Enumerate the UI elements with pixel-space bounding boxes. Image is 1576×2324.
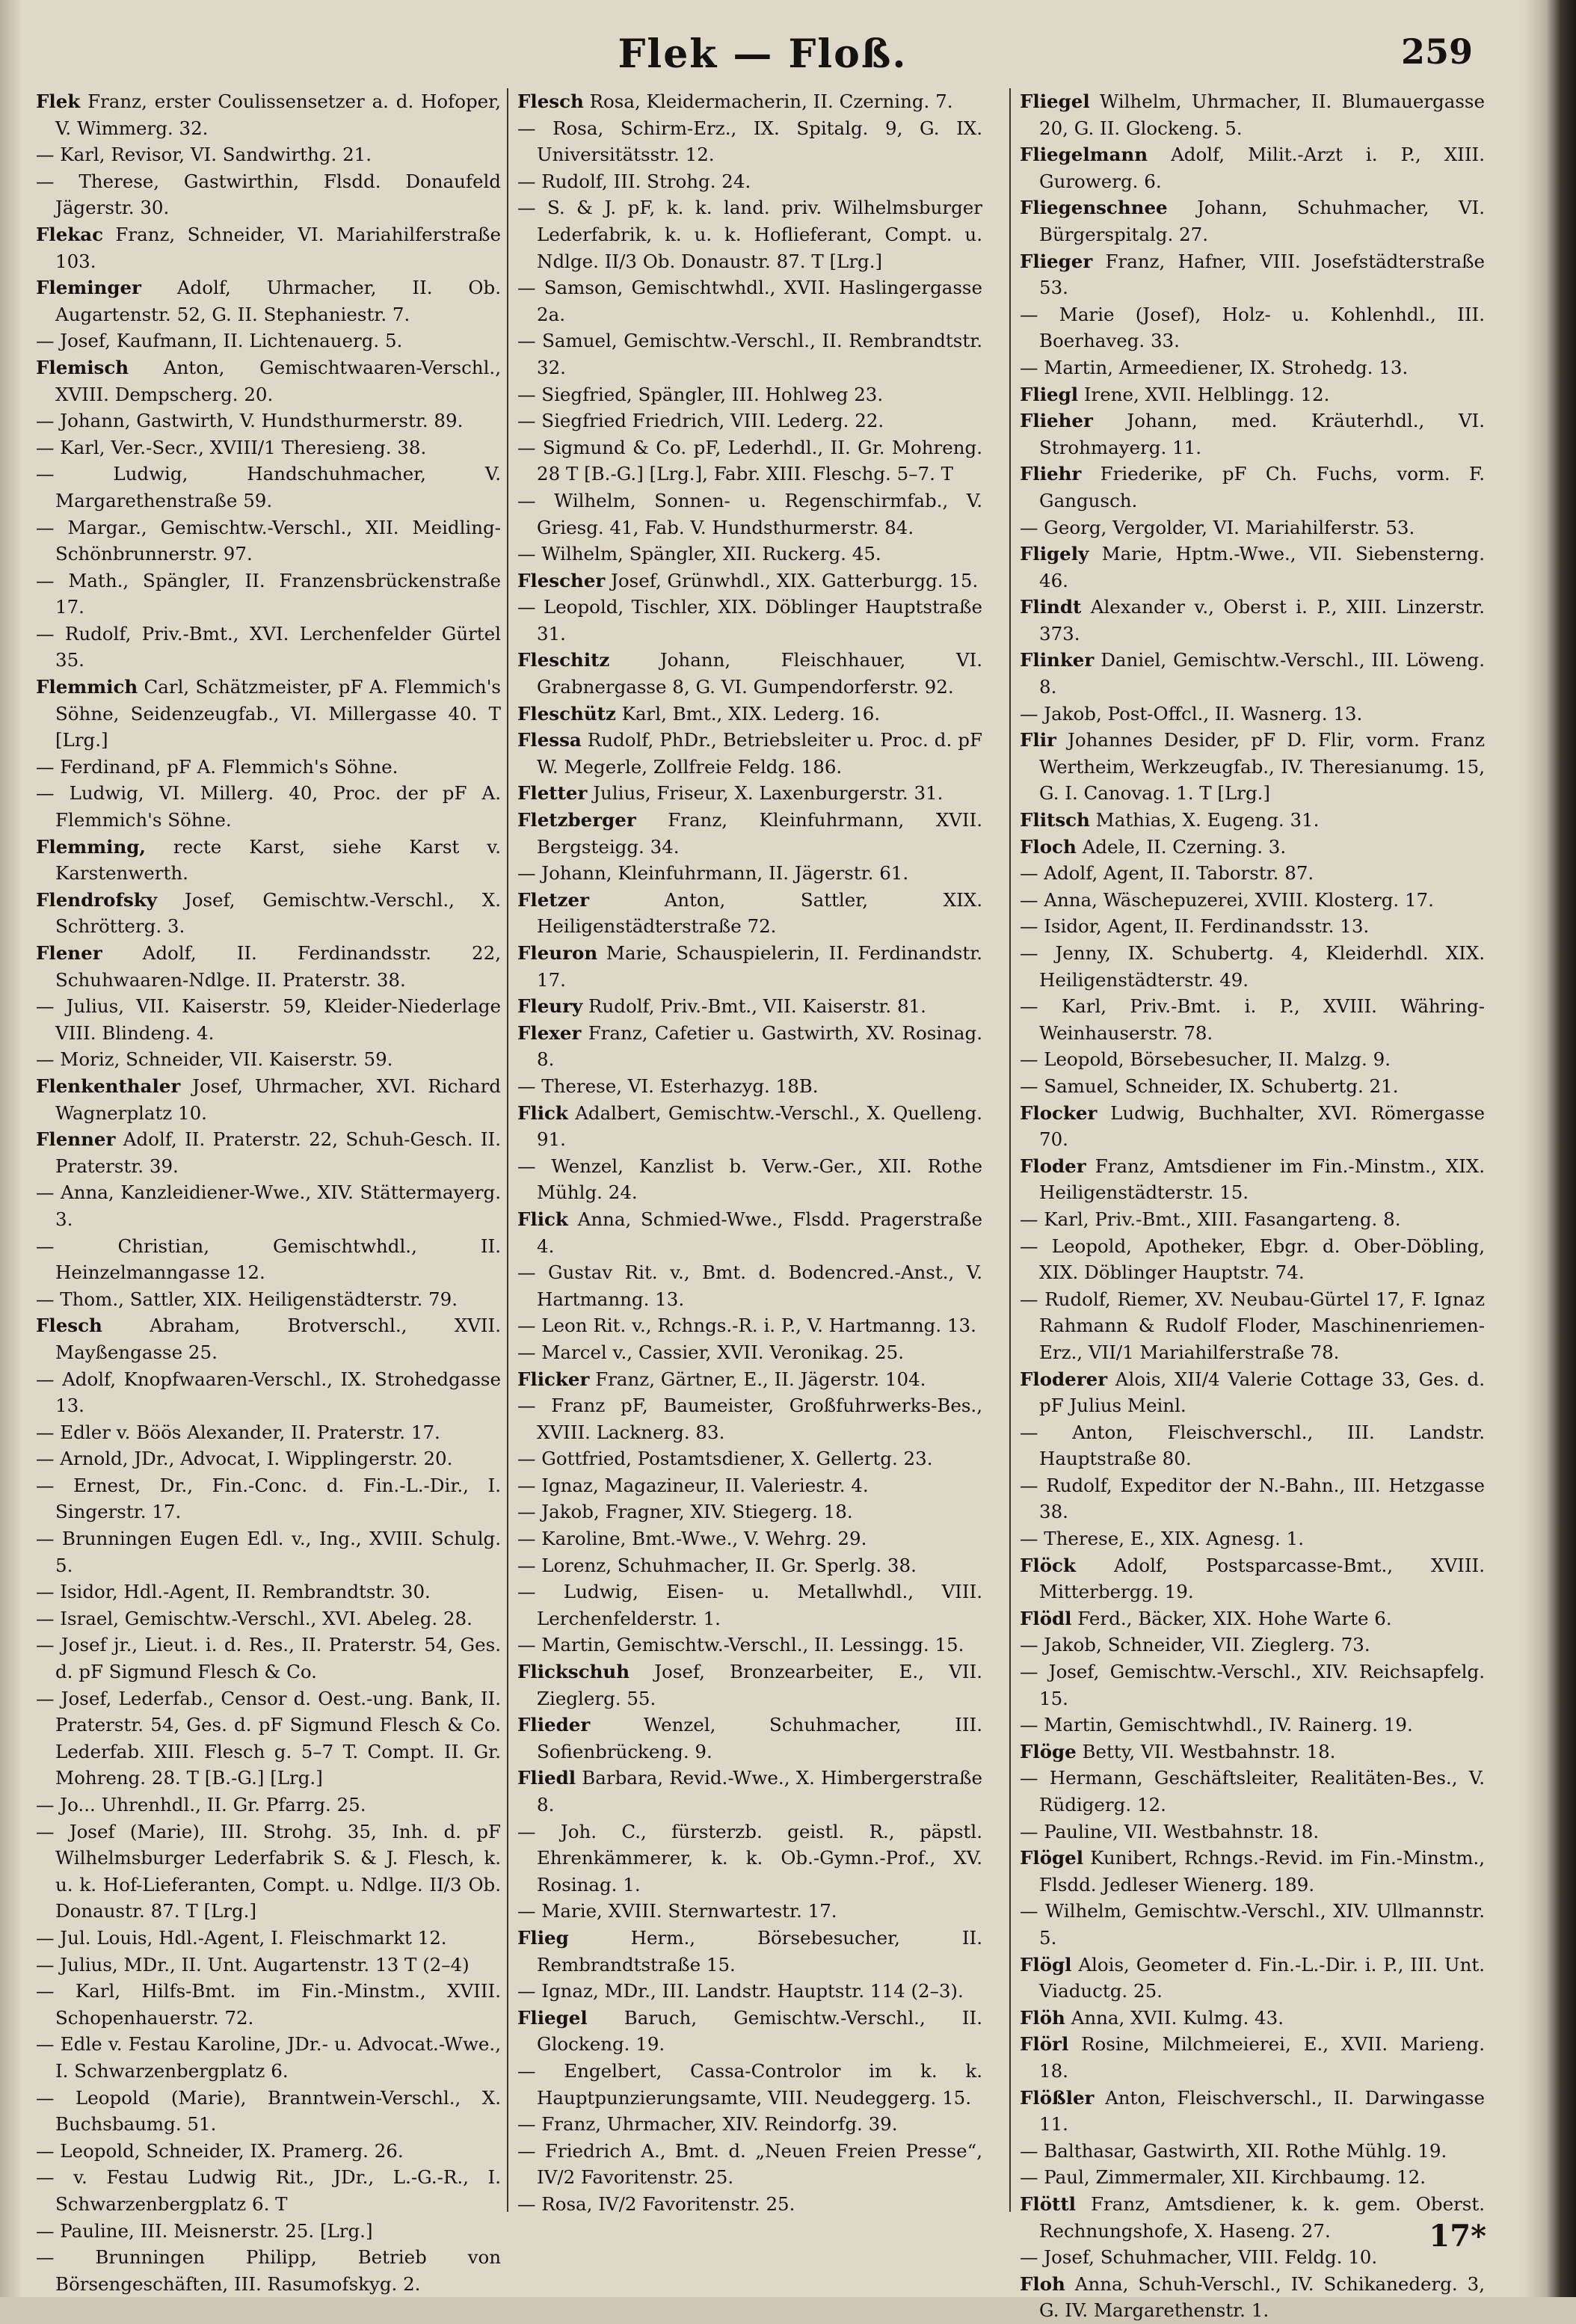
directory-entry: — Martin, Gemischtwhdl., IV. Rainerg. 19. [1020,1714,1413,1736]
directory-entry: — Jo... Uhrenhdl., II. Gr. Pfarrg. 25. [36,1794,366,1816]
directory-entry: Flörl Rosine, Milchmeierei, E., XVII. Marieng. 18. [1020,2033,1485,2082]
directory-entry: Fleminger Adolf, Uhrmacher, II. Ob. Augartenstr. 52, G. II. Stephaniestr. 7. [36,277,501,325]
directory-entry: — Samuel, Schneider, IX. Schubertg. 21. [1020,1075,1399,1097]
directory-entry: — Karl, Priv.-Bmt., XIII. Fasangarteng. 8. [1020,1208,1401,1230]
directory-entry: — Wilhelm, Spängler, XII. Ruckerg. 45. [517,543,881,565]
directory-entry: — Gustav Rit. v., Bmt. d. Bodencred.-Anst., V. Hartmanng. 13. [517,1261,982,1310]
directory-entry: — Paul, Zimmermaler, XII. Kirchbaumg. 12. [1020,2166,1426,2189]
directory-entry: — Edle v. Festau Karoline, JDr.- u. Advocat.-Wwe., I. Schwarzenbergplatz 6. [36,2033,501,2082]
directory-entry: — Brunningen Eugen Edl. v., Ing., XVIII. Schulg. 5. [36,1528,501,1576]
directory-entry: — Pauline, VII. Westbahnstr. 18. [1020,1820,1320,1842]
directory-entry: — Therese, E., XIX. Agnesg. 1. [1020,1528,1305,1550]
page-header [52,31,1473,84]
directory-entry: — Josef jr., Lieut. i. d. Res., II. Praterstr. 54, Ges. d. pF Sigmund Flesch & Co. [36,1634,501,1683]
directory-entry: — Samuel, Gemischtw.-Verschl., II. Rembrandtstr. 32. [517,330,982,378]
directory-entry: — Israel, Gemischtw.-Verschl., XVI. Abeleg. 28. [36,1607,473,1629]
directory-entry: — Gottfried, Postamtsdiener, X. Gellertg. 23. [517,1448,933,1470]
directory-entry: — Martin, Armeediener, IX. Strohedg. 13. [1020,356,1409,378]
directory-entry: Fleschütz Karl, Bmt., XIX. Lederg. 16. [517,702,881,725]
directory-entry: Flemming, recte Karst, siehe Karst v. Karstenwerth. [36,835,501,885]
directory-entry: — Leopold, Schneider, IX. Pramerg. 26. [36,2139,404,2162]
directory-entry: Flögel Kunibert, Rchngs.-Revid. im Fin.-Minstm., Flsdd. Jedleser Wienerg. 189. [1020,1847,1485,1896]
directory-entry: Fliegenschnee Johann, Schuhmacher, VI. Bürgerspitalg. 27. [1020,197,1485,245]
directory-entry: — Josef, Lederfab., Censor d. Oest.-ung. Bank, II. Praterstr. 54, Ges. d. pF Sigmund Flesch & Co. Lederfab. XIII. Flesch g. 5–7 T. Compt. II. Gr. Mohreng. 28. T [B.-G.] [Lrg.] [36,1687,501,1789]
directory-entry: Flick Adalbert, Gemischtw.-Verschl., X. Quelleng. 91. [517,1101,982,1151]
directory-entry: — Adolf, Knopfwaaren-Verschl., IX. Strohedgasse 13. [36,1368,501,1417]
directory-entry: Fliehr Friederike, pF Ch. Fuchs, vorm. F. Gangusch. [1020,463,1485,511]
directory-entry: — Karoline, Bmt.-Wwe., V. Wehrg. 29. [517,1528,867,1550]
column-divider [1009,88,1011,2212]
directory-entry: Fliegel Baruch, Gemischtw.-Verschl., II. Glockeng. 19. [517,2006,982,2056]
directory-entry: Floh Anna, Schuh-Verschl., IV. Schikanederg. 3, G. IV. Margarethenstr. 1. [1020,2272,1485,2322]
column-3 [1020,88,1485,2322]
directory-entry: Flöttl Franz, Amtsdiener, k. k. gem. Oberst. Rechnungshofe, X. Haseng. 27. [1020,2192,1485,2242]
directory-entry: — Karl, Priv.-Bmt. i. P., XVIII. Währing-Weinhauserstr. 78. [1020,995,1485,1044]
directory-entry: — Christian, Gemischtwhdl., II. Heinzelmanngasse 12. [36,1235,501,1284]
directory-entry: Flendrofsky Josef, Gemischtw.-Verschl., X. Schrötterg. 3. [36,888,501,938]
directory-entry: — Wilhelm, Gemischtw.-Verschl., XIV. Ullmannstr. 5. [1020,1900,1485,1949]
directory-entry: Floch Adele, II. Czerning. 3. [1020,835,1287,858]
directory-entry: — Siegfried, Spängler, III. Hohlweg 23. [517,383,884,405]
directory-entry: Fliedl Barbara, Revid.-Wwe., X. Himbergerstraße 8. [517,1767,982,1816]
directory-entry: Flessa Rudolf, PhDr., Betriebsleiter u. Proc. d. pF W. Megerle, Zollfreie Feldg. 186. [517,729,982,778]
directory-entry: — S. & J. pF, k. k. land. priv. Wilhelmsburger Lederfabrik, k. u. k. Hoflieferant, Compt. u. Ndlge. II/3 Ob. Donaustr. 87. T [Lrg.] [517,197,982,272]
directory-entry: Flögl Alois, Geometer d. Fin.-L.-Dir. i. P., III. Unt. Viaductg. 25. [1020,1953,1485,2002]
directory-entry: — Anna, Wäschepuzerei, XVIII. Klosterg. 17. [1020,888,1434,911]
directory-entry: — Jul. Louis, Hdl.-Agent, I. Fleischmarkt 12. [36,1926,447,1949]
directory-entry: — Pauline, III. Meisnerstr. 25. [Lrg.] [36,2219,373,2242]
directory-entry: — Rosa, Schirm-Erz., IX. Spitalg. 9, G. IX. Universitätsstr. 12. [517,117,982,166]
directory-entry: Fleschitz Johann, Fleischhauer, VI. Grabnergasse 8, G. VI. Gumpendorferstr. 92. [517,649,982,698]
directory-entry: — Josef, Gemischtw.-Verschl., XIV. Reichsapfelg. 15. [1020,1661,1485,1709]
directory-entry: — Franz pF, Baumeister, Großfuhrwerks-Bes., XVIII. Lacknerg. 83. [517,1395,982,1443]
directory-entry: — Leopold, Börsebesucher, II. Malzg. 9. [1020,1048,1391,1071]
directory-entry: — Margar., Gemischtw.-Verschl., XII. Meidling-Schönbrunnerstr. 97. [36,516,501,565]
directory-entry: — Josef, Kaufmann, II. Lichtenauerg. 5. [36,330,403,352]
directory-entry: — Jakob, Post-Offcl., II. Wasnerg. 13. [1020,702,1363,725]
directory-entry: — Leon Rit. v., Rchngs.-R. i. P., V. Hartmanng. 13. [517,1315,976,1337]
directory-entry: — Julius, MDr., II. Unt. Augartenstr. 13 T (2–4) [36,1953,470,1976]
directory-entry: Flesch Abraham, Brotverschl., XVII. Mayßengasse 25. [36,1315,501,1363]
directory-entry: Flieder Wenzel, Schuhmacher, III. Sofienbrückeng. 9. [517,1714,982,1762]
directory-entry: Fliegel Wilhelm, Uhrmacher, II. Blumauergasse 20, G. II. Glockeng. 5. [1020,90,1485,139]
directory-entry: — Franz, Uhrmacher, XIV. Reindorfg. 39. [517,2113,898,2136]
directory-entry: — Leopold, Tischler, XIX. Döblinger Hauptstraße 31. [517,596,982,645]
directory-entry: — Brunningen Philipp, Betrieb von Börsengeschäften, III. Rasumofskyg. 2. [36,2246,501,2295]
directory-entry: — Leopold (Marie), Branntwein-Verschl., X. Buchsbaumg. 51. [36,2086,501,2136]
directory-entry: — Arnold, JDr., Advocat, I. Wipplingerstr. 20. [36,1448,453,1470]
directory-entry: — Rudolf, Riemer, XV. Neubau-Gürtel 17, F. Ignaz Rahmann & Rudolf Floder, Maschinenriemen-Erz., VII/1 Mariahilferstraße 78. [1020,1288,1485,1363]
directory-entry: — Ignaz, MDr., III. Landstr. Hauptstr. 114 (2–3). [517,1980,964,2002]
directory-entry: Flöck Adolf, Postsparcasse-Bmt., XVIII. Mitterbergg. 19. [1020,1554,1485,1603]
directory-entry: — Leopold, Apotheker, Ebgr. d. Ober-Döbling, XIX. Döblinger Hauptstr. 74. [1020,1235,1485,1284]
directory-entry: Flemisch Anton, Gemischtwaaren-Verschl., XVIII. Dempscherg. 20. [36,356,501,405]
directory-entry: — Ferdinand, pF A. Flemmich's Söhne. [36,755,398,778]
directory-entry: — Joh. C., fürsterzb. geistl. R., päpstl. Ehrenkämmerer, k. k. Ob.-Gymn.-Prof., XV. Rosinag. 1. [517,1820,982,1896]
directory-entry: — Rudolf, Priv.-Bmt., XVI. Lerchenfelder Gürtel 35. [36,622,501,671]
directory-entry: — Engelbert, Cassa-Controlor im k. k. Hauptpunzierungsamte, VIII. Neudeggerg. 15. [517,2059,982,2109]
directory-entry: Floderer Alois, XII/4 Valerie Cottage 33, Ges. d. pF Julius Meinl. [1020,1368,1485,1417]
directory-entry: — Marcel v., Cassier, XVII. Veronikag. 25. [517,1341,905,1363]
directory-entry: Flekac Franz, Schneider, VI. Mariahilferstraße 103. [36,223,501,272]
directory-entry: Flek Franz, erster Coulissensetzer a. d. Hofoper, V. Wimmerg. 32. [36,90,501,139]
directory-entry: — Lorenz, Schuhmacher, II. Gr. Sperlg. 38. [517,1554,917,1576]
directory-entry: Flödl Ferd., Bäcker, XIX. Hohe Warte 6. [1020,1607,1392,1629]
directory-entry: Fleuron Marie, Schauspielerin, II. Ferdinandstr. 17. [517,942,982,991]
directory-entry: Floder Franz, Amtsdiener im Fin.-Minstm., XIX. Heiligenstädterstr. 15. [1020,1155,1485,1204]
directory-entry: — Isidor, Hdl.-Agent, II. Rembrandtstr. 30. [36,1581,431,1603]
directory-entry: — Jakob, Fragner, XIV. Stiegerg. 18. [517,1501,853,1523]
directory-entry: Flenkenthaler Josef, Uhrmacher, XVI. Richard Wagnerplatz 10. [36,1075,501,1124]
directory-entry: Flitsch Mathias, X. Eugeng. 31. [1020,809,1320,831]
directory-entry: — Karl, Ver.-Secr., XVIII/1 Theresieng. 38. [36,436,427,458]
directory-entry: — Wenzel, Kanzlist b. Verw.-Ger., XII. Rothe Mühlg. 24. [517,1155,982,1204]
column-1 [36,88,501,2295]
directory-entry: Fliegelmann Adolf, Milit.-Arzt i. P., XIII. Gurowerg. 6. [1020,144,1485,192]
directory-entry: — Jakob, Schneider, VII. Zieglerg. 73. [1020,1634,1370,1656]
directory-entry: — Rosa, IV/2 Favoritenstr. 25. [517,2192,795,2215]
page-edge-shadow [1524,0,1576,2297]
directory-entry: — Ernest, Dr., Fin.-Conc. d. Fin.-L.-Dir., I. Singerstr. 17. [36,1474,501,1523]
directory-entry: Flieger Franz, Hafner, VIII. Josefstädterstraße 53. [1020,250,1485,299]
directory-entry: — Ludwig, Eisen- u. Metallwhdl., VIII. Lerchenfelderstr. 1. [517,1581,982,1629]
directory-entry: Flieher Johann, med. Kräuterhdl., VI. Strohmayerg. 11. [1020,410,1485,458]
directory-entry: — Moriz, Schneider, VII. Kaiserstr. 59. [36,1048,393,1071]
directory-entry: Fliegl Irene, XVII. Helblingg. 12. [1020,383,1330,405]
directory-entry: — Siegfried Friedrich, VIII. Lederg. 22. [517,410,884,432]
column-2 [517,88,982,2219]
directory-entry: — Therese, VI. Esterhazyg. 18B. [517,1075,819,1097]
directory-entry: — Marie, XVIII. Sternwartestr. 17. [517,1900,837,1922]
directory-entry: — Sigmund & Co. pF, Lederhdl., II. Gr. Mohreng. 28 T [B.-G.] [Lrg.], Fabr. XIII. Fleschg. 5–7. T [517,436,982,485]
page-number: 259 [1400,31,1473,72]
directory-entry: — Balthasar, Gastwirth, XII. Rothe Mühlg. 19. [1020,2139,1447,2162]
running-head: Flek — Floß. [618,31,908,77]
directory-entry: Flexer Franz, Cafetier u. Gastwirth, XV. Rosinag. 8. [517,1021,982,1071]
directory-entry: — Ignaz, Magazineur, II. Valeriestr. 4. [517,1474,869,1496]
directory-entry: Flocker Ludwig, Buchhalter, XVI. Römergasse 70. [1020,1101,1485,1151]
directory-entry: Fleury Rudolf, Priv.-Bmt., VII. Kaiserstr. 81. [517,995,926,1018]
directory-entry: — Johann, Gastwirth, V. Hundsthurmerstr. 89. [36,410,464,432]
directory-entry: — Karl, Hilfs-Bmt. im Fin.-Minstm., XVIII. Schopenhauerstr. 72. [36,1980,501,2029]
directory-entry: — Rudolf, Expeditor der N.-Bahn., III. Hetzgasse 38. [1020,1474,1485,1523]
directory-entry: — Ludwig, VI. Millerg. 40, Proc. der pF A. Flemmich's Söhne. [36,782,501,831]
page-edge-shadow [0,0,22,2297]
directory-entry: — Adolf, Agent, II. Taborstr. 87. [1020,862,1314,885]
directory-entry: — Julius, VII. Kaiserstr. 59, Kleider-Niederlage VIII. Blindeng. 4. [36,995,501,1044]
directory-entry: — Therese, Gastwirthin, Flsdd. Donaufeld Jägerstr. 30. [36,170,501,219]
directory-entry: Flir Johannes Desider, pF D. Flir, vorm. Franz Wertheim, Werkzeugfab., IV. Theresianumg. 15, G. I. Canovag. 1. T [Lrg.] [1020,729,1485,805]
directory-entry: Flößler Anton, Fleischverschl., II. Darwingasse 11. [1020,2086,1485,2136]
directory-entry: Flemmich Carl, Schätzmeister, pF A. Flemmich's Söhne, Seidenzeugfab., VI. Millergasse 40. T [Lrg.] [36,676,501,751]
directory-entry: Fletzer Anton, Sattler, XIX. Heiligenstädterstraße 72. [517,888,982,938]
directory-entry: Flescher Josef, Grünwhdl., XIX. Gatterburgg. 15. [517,569,979,591]
directory-entry: — Josef (Marie), III. Strohg. 35, Inh. d. pF Wilhelmsburger Lederfabrik S. & J. Flesch, k. u. k. Hof-Lieferanten, Compt. u. Ndlge. II/3 Ob. Donaustr. 87. T [Lrg.] [36,1820,501,1922]
directory-entry: Flindt Alexander v., Oberst i. P., XIII. Linzerstr. 373. [1020,596,1485,645]
directory-entry: — Johann, Kleinfuhrmann, II. Jägerstr. 61. [517,862,909,885]
directory-entry: Flieg Herm., Börsebesucher, II. Rembrandtstraße 15. [517,1926,982,1976]
directory-entry: Flöh Anna, XVII. Kulmg. 43. [1020,2006,1284,2029]
directory-entry: — Hermann, Geschäftsleiter, Realitäten-Bes., V. Rüdigerg. 12. [1020,1767,1485,1816]
directory-entry: Flöge Betty, VII. Westbahnstr. 18. [1020,1740,1336,1762]
directory-entry: — Anna, Kanzleidiener-Wwe., XIV. Stättermayerg. 3. [36,1181,501,1230]
directory-entry: Flenner Adolf, II. Praterstr. 22, Schuh-Gesch. II. Praterstr. 39. [36,1128,501,1177]
directory-entry: Fletzberger Franz, Kleinfuhrmann, XVII. Bergsteigg. 34. [517,809,982,858]
directory-entry: Flicker Franz, Gärtner, E., II. Jägerstr. 104. [517,1368,926,1390]
directory-entry: — Marie (Josef), Holz- u. Kohlenhdl., III. Boerhaveg. 33. [1020,303,1485,352]
directory-entry: — Wilhelm, Sonnen- u. Regenschirmfab., V. Griesg. 41, Fab. V. Hundsthurmerstr. 84. [517,489,982,538]
directory-entry: — Ludwig, Handschuhmacher, V. Margarethenstraße 59. [36,463,501,511]
directory-entry: Flick Anna, Schmied-Wwe., Flsdd. Pragerstraße 4. [517,1208,982,1257]
directory-entry: — Isidor, Agent, II. Ferdinandsstr. 13. [1020,915,1370,938]
directory-entry: Flesch Rosa, Kleidermacherin, II. Czerning. 7. [517,90,953,112]
directory-entry: Fligely Marie, Hptm.-Wwe., VII. Siebensterng. 46. [1020,543,1485,591]
directory-entry: — Samson, Gemischtwhdl., XVII. Haslingergasse 2a. [517,277,982,325]
column-divider [507,88,508,2212]
directory-entry: — Edler v. Böös Alexander, II. Praterstr. 17. [36,1421,440,1443]
directory-entry: — Karl, Revisor, VI. Sandwirthg. 21. [36,144,372,166]
directory-entry: — Rudolf, III. Strohg. 24. [517,170,751,192]
directory-entry: — Thom., Sattler, XIX. Heiligenstädterstr. 79. [36,1288,458,1310]
directory-entry: — v. Festau Ludwig Rit., JDr., L.-G.-R., I. Schwarzenbergplatz 6. T [36,2166,501,2215]
directory-entry: — Josef, Schuhmacher, VIII. Feldg. 10. [1020,2246,1378,2269]
signature-mark: 17* [1429,2219,1486,2254]
directory-entry: — Anton, Fleischverschl., III. Landstr. Hauptstraße 80. [1020,1421,1485,1470]
directory-entry: Flener Adolf, II. Ferdinandsstr. 22, Schuhwaaren-Ndlge. II. Praterstr. 38. [36,942,501,991]
directory-entry: — Math., Spängler, II. Franzensbrückenstraße 17. [36,569,501,618]
directory-entry: — Friedrich A., Bmt. d. „Neuen Freien Presse“, IV/2 Favoritenstr. 25. [517,2139,982,2189]
directory-entry: Fletter Julius, Friseur, X. Laxenburgerstr. 31. [517,782,944,805]
directory-entry: — Jenny, IX. Schubertg. 4, Kleiderhdl. XIX. Heiligenstädterstr. 49. [1020,942,1485,991]
directory-entry: — Martin, Gemischtw.-Verschl., II. Lessingg. 15. [517,1634,964,1656]
directory-entry: — Georg, Vergolder, VI. Mariahilferstr. 53. [1020,516,1415,538]
directory-entry: Flinker Daniel, Gemischtw.-Verschl., III. Löweng. 8. [1020,649,1485,698]
directory-entry: Flickschuh Josef, Bronzearbeiter, E., VII. Zieglerg. 55. [517,1661,982,1709]
